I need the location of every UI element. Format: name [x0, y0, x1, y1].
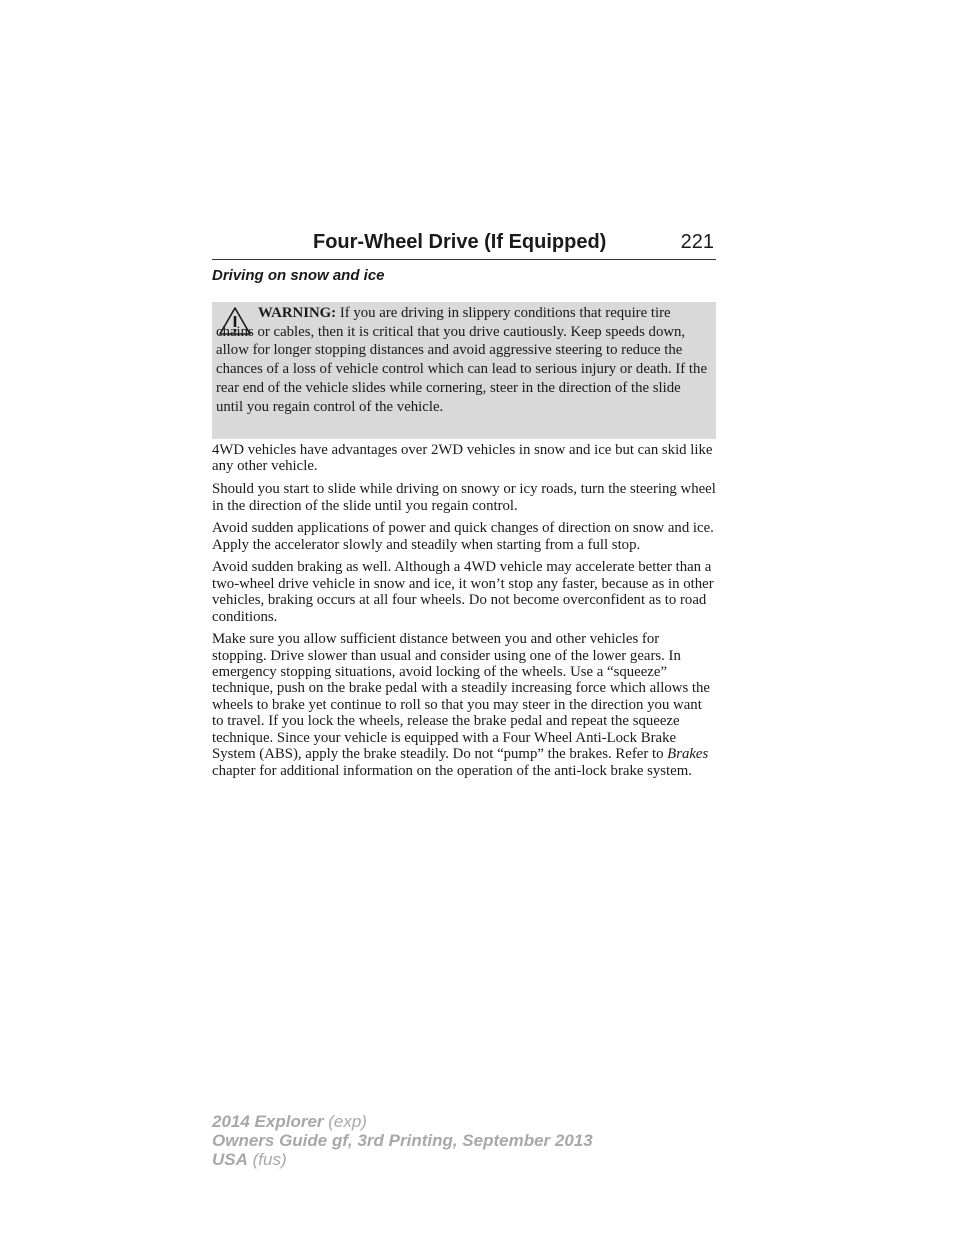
footer-market-name: USA — [212, 1150, 248, 1169]
warning-body: If you are driving in slippery conditions that require tire chains or cables, then it is critical that you drive cautiously. Keep speeds down, allow for longer stopping distances and avoid aggressive steering to reduce the chances of a loss of vehicle control which can lead to serious injury or death. If the rear end of the vehicle slides while cornering, steer in the direction of the slide until you regain control of the vehicle. — [216, 305, 708, 415]
brakes-reference-link[interactable]: Brakes — [667, 746, 709, 763]
page-number: 221 — [680, 231, 714, 253]
paragraph: Avoid sudden braking as well. Although a 4WD vehicle may accelerate better than a two-wheel drive vehicle in snow and ice, it won’t stop any faster, because as in other vehicles, braking occurs at all four wheels. Do not become overconfident as to road conditions. — [212, 559, 714, 625]
page-header — [212, 229, 716, 260]
body-text — [212, 442, 717, 785]
footer-line-printing — [212, 1131, 593, 1150]
footer-line-market — [212, 1150, 593, 1169]
warning-label: WARNING: — [258, 305, 337, 321]
section-heading: Driving on snow and ice — [212, 267, 385, 284]
paragraph: 4WD vehicles have advantages over 2WD vehicles in snow and ice but can skid like any other vehicle. — [212, 442, 713, 475]
paragraph-text: Make sure you allow sufficient distance between you and other vehicles for stopping. Drive slower than usual and consider using one of the lower gears. In emergency stopping situations, avoid locking of the wheels. Use a “squeeze” technique, push on the brake pedal with a steadily increasing force which allows the wheels to brake yet continue to roll so that you may steer in the direction you want to travel. If you lock the wheels, release the brake pedal and repeat the squeeze technique. Since your vehicle is equipped with a Four Wheel Anti-Lock Brake System (ABS), apply the brake steadily. Do not “pump” the brakes. Refer to — [212, 631, 711, 763]
page-footer — [212, 1112, 593, 1169]
footer-line-model — [212, 1112, 593, 1131]
paragraph-stopping — [212, 631, 717, 779]
warning-box — [212, 302, 716, 439]
warning-text — [216, 304, 710, 416]
paragraph-text: chapter for additional information on the operation of the anti-lock brake system. — [212, 762, 692, 779]
paragraph: Avoid sudden applications of power and quick changes of direction on snow and ice. Apply the accelerator slowly and steadily when starting from a full stop. — [212, 520, 714, 553]
footer-printing-info: Owners Guide gf, 3rd Printing, September 2013 — [212, 1131, 593, 1150]
footer-market-code: (fus) — [247, 1150, 287, 1169]
footer-model-name: 2014 Explorer — [212, 1112, 324, 1131]
paragraph: Should you start to slide while driving on snowy or icy roads, turn the steering wheel in the direction of the slide until you regain control. — [212, 481, 716, 514]
chapter-title: Four-Wheel Drive (If Equipped) — [313, 231, 607, 253]
footer-model-code: (exp) — [323, 1112, 367, 1131]
